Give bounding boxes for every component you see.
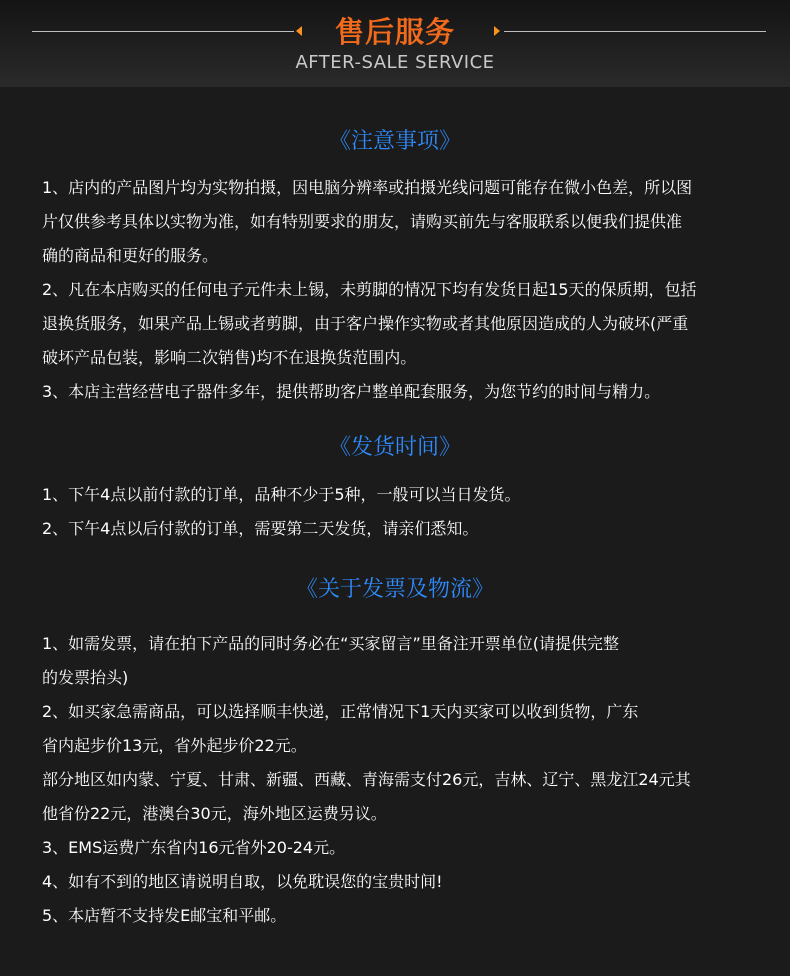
text-line: 的发票抬头) xyxy=(42,668,129,687)
page-title: 售后服务 xyxy=(334,15,455,49)
text-line: 3、EMS运费广东省内16元省外20-24元。 xyxy=(42,838,346,857)
text-line: 5、本店暂不支持发E邮宝和平邮。 xyxy=(42,906,287,925)
section-body-invoice-logistics xyxy=(42,627,762,933)
text-line: 4、如有不到的地区请说明自取，以免耽误您的宝贵时间! xyxy=(42,872,443,891)
text-line: 1、店内的产品图片均为实物拍摄，因电脑分辨率或拍摄光线问题可能存在微小色差，所以图 xyxy=(42,178,693,197)
text-line: 1、下午4点以前付款的订单，品种不少于5种，一般可以当日发货。 xyxy=(42,485,521,504)
arrow-right-icon xyxy=(494,26,500,36)
text-line: 3、本店主营经营电子器件多年，提供帮助客户整单配套服务，为您节约的时间与精力。 xyxy=(42,382,661,401)
text-line: 片仅供参考具体以实物为准，如有特别要求的朋友，请购买前先与客服联系以便我们提供准 xyxy=(42,212,683,231)
page-subtitle: AFTER-SALE SERVICE xyxy=(295,52,495,73)
section-title-shipping-time: 《发货时间》 xyxy=(328,435,461,460)
section-title-invoice-logistics: 《关于发票及物流》 xyxy=(295,577,494,602)
text-line: 2、凡在本店购买的任何电子元件未上锡，未剪脚的情况下均有发货日起15天的保质期，包括 xyxy=(42,280,697,299)
text-line: 1、如需发票，请在拍下产品的同时务必在“买家留言”里备注开票单位(请提供完整 xyxy=(42,634,620,653)
text-line: 部分地区如内蒙、宁夏、甘肃、新疆、西藏、青海需支付26元，吉林、辽宁、黑龙江24元其 xyxy=(42,770,691,789)
section-title-notes: 《注意事项》 xyxy=(328,129,461,154)
header-banner xyxy=(0,0,790,87)
text-line: 2、如买家急需商品，可以选择顺丰快递，正常情况下1天内买家可以收到货物，广东 xyxy=(42,702,639,721)
section-body-shipping-time xyxy=(42,478,762,546)
text-line: 他省份22元，港澳台30元，海外地区运费另议。 xyxy=(42,804,387,823)
text-line: 破坏产品包装，影响二次销售)均不在退换货范围内。 xyxy=(42,348,417,367)
text-line: 2、下午4点以后付款的订单，需要第二天发货，请亲们悉知。 xyxy=(42,519,479,538)
text-line: 退换货服务，如果产品上锡或者剪脚，由于客户操作实物或者其他原因造成的人为破坏(严重 xyxy=(42,314,689,333)
text-line: 省内起步价13元，省外起步价22元。 xyxy=(42,736,307,755)
header-divider-right xyxy=(504,31,766,32)
text-line: 确的商品和更好的服务。 xyxy=(42,246,219,265)
section-body-notes xyxy=(42,171,762,409)
